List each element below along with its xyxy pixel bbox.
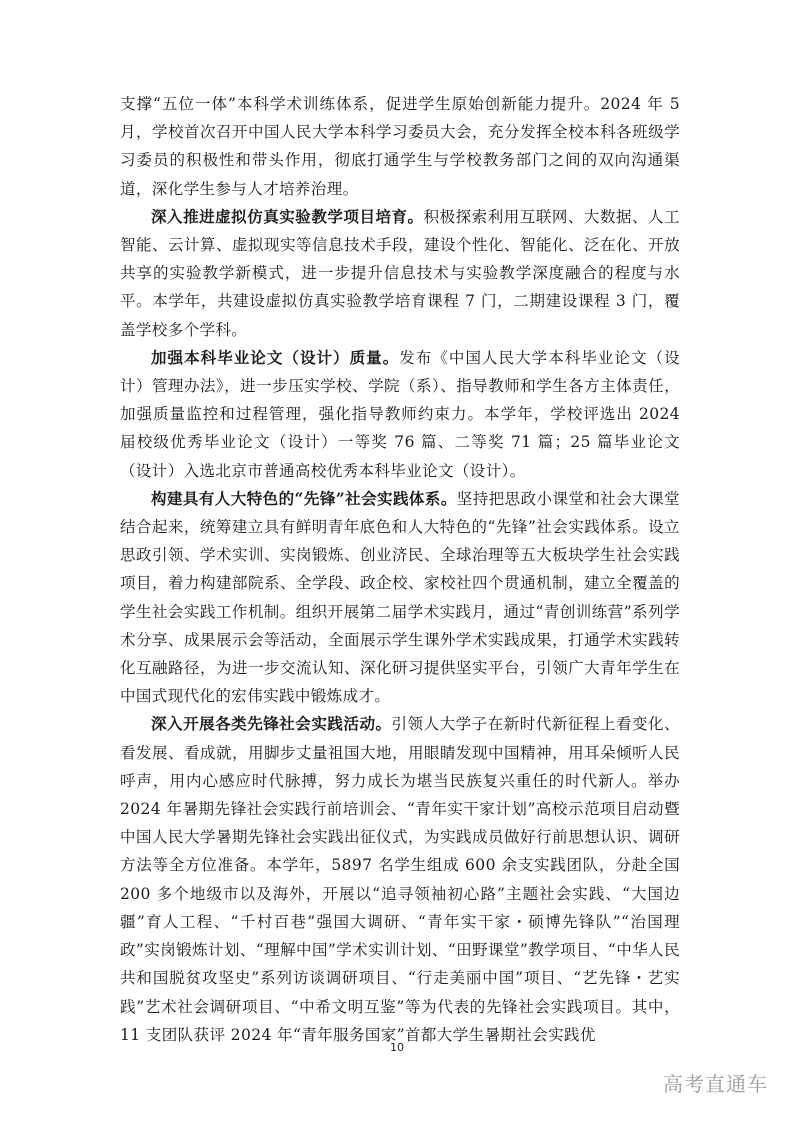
paragraph-1-text: 支撑“五位一体”本科学术训练体系，促进学生原始创新能力提升。2024 年 5 月，学校首次召开中国人民大学本科学习委员大会，充分发挥全校本科各班级学习委员的积极性和带头作用，彻底打通学生与学校教务部门之间的双向沟通渠道，深化学生参与人才培养治理。	[120, 95, 680, 198]
paragraph-2-lead: 深入推进虚拟仿真实验教学项目培育。	[151, 206, 424, 226]
paragraph-5	[120, 710, 680, 1048]
watermark: 高考直通车	[663, 1072, 768, 1096]
document-body	[120, 90, 680, 1049]
paragraph-5-lead: 深入开展各类先锋社会实践活动。	[151, 714, 392, 734]
paragraph-2	[120, 203, 680, 344]
paragraph-2-text: 积极探索利用互联网、大数据、人工智能、云计算、虚拟现实等信息技术手段，建设个性化、智能化、泛在化、开放共享的实验教学新模式，进一步提升信息技术与实验教学深度融合的程度与水平。本学年，共建设虚拟仿真实验教学培育课程 7 门，二期建设课程 3 门，覆盖学校多个学科。	[120, 207, 680, 339]
paragraph-3-lead: 加强本科毕业论文（设计）质量。	[151, 347, 400, 367]
paragraph-3-text: 发布《中国人民大学本科毕业论文（设计）管理办法》，进一步压实学校、学院（系）、指导教师和学生各方主体责任，加强质量监控和过程管理，强化指导教师约束力。本学年，学校评选出 2024 届校级优秀毕业论文（设计）一等奖 76 篇、二等奖 71 篇；25 篇毕业论文（设计）入选北京市普通高校优秀本科毕业论文（设计）。	[120, 348, 680, 480]
paragraph-4-text: 坚持把思政小课堂和社会大课堂结合起来，统筹建立具有鲜明青年底色和人大特色的“先锋”社会实践体系。设立思政引领、学术实训、实岗锻炼、创业济民、全球治理等五大板块学生社会实践项目，着力构建部院系、全学段、政企校、家校社四个贯通机制，建立全覆盖的学生社会实践工作机制。组织开展第二届学术实践月，通过“青创训练营”系列学术分享、成果展示会等活动，全面展示学生课外学术实践成果，打通学术实践转化互融路径，为进一步交流认知、深化研习提供坚实平台，引领广大青年学生在中国式现代化的宏伟实践中锻炼成才。	[120, 489, 680, 706]
paragraph-1	[120, 90, 680, 203]
paragraph-4-lead: 构建具有人大特色的“先锋”社会实践体系。	[151, 488, 457, 508]
page-number: 10	[390, 1041, 404, 1054]
paragraph-4	[120, 485, 680, 711]
paragraph-5-text: 引领人大学子在新时代新征程上看变化、看发展、看成就，用脚步丈量祖国大地，用眼睛发现中国精神，用耳朵倾听人民呼声，用内心感应时代脉搏，努力成长为堪当民族复兴重任的时代新人。举办 2024 年暑期先锋社会实践行前培训会、“青年实干家计划”高校示范项目启动暨中国人民大学暑期先锋社会实践出征仪式，为实践成员做好行前思想认识、调研方法等全方位准备。本学年，5897 名学生组成 600 余支实践团队，分赴全国 200 多个地级市以及海外，开展以“追寻领袖初心路”主题社会实践、“大国边疆”育人工程、“千村百巷”强国大调研、“青年实干家・硕博先锋队”“治国理政”实岗锻炼计划、“理解中国”学术实训计划、“田野课堂”教学项目、“中华人民共和国脱贫攻坚史”系列访谈调研项目、“行走美丽中国”项目、“艺先锋・艺实践”艺术社会调研项目、“中希文明互鉴”等为代表的先锋社会实践项目。其中，11 支团队获评 2024 年“青年服务国家”首都大学生暑期社会实践优	[120, 715, 680, 1044]
paragraph-3	[120, 344, 680, 485]
